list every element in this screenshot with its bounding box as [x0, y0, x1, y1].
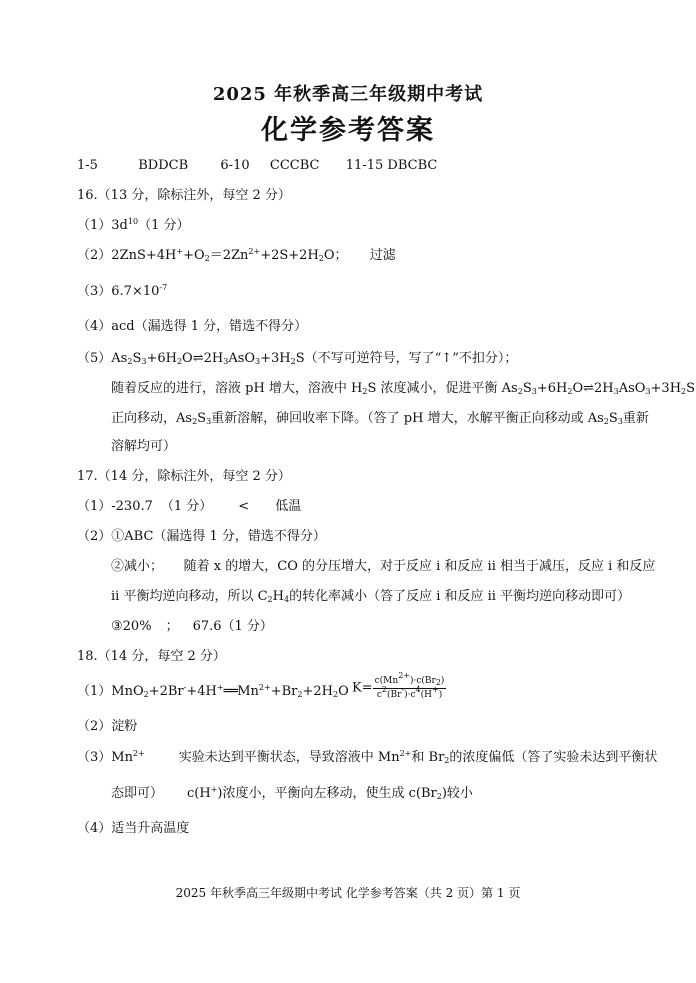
equilibrium-arrow: ⇌	[192, 351, 204, 366]
q16-part4: （4）acd（漏选得 1 分，错选不得分）	[77, 319, 308, 334]
q16-part1: $(1)3d^{10}(1$ 分）	[77, 217, 190, 233]
q16-part5-line1: $(5)As_2S_3+6H_2O\rightleftharpoons 2H_3AsO_3+3H_2S$（不写可逆符号，写了“↑”不扣分）；	[77, 351, 518, 366]
q17-part2-line4: ③20% ； 67.6（1 分）	[111, 619, 273, 634]
q16-part3: $(3)6.7\times 10^{-7}$	[77, 283, 168, 299]
equilibrium-arrow: ⇌	[583, 381, 595, 396]
q18-part2: （2）淀粉	[77, 719, 138, 734]
equilibrium-constant: K= $\frac{c(Mn^{2+})\cdot c(Br_2)}{c^2(Br^-)\cdot c^4(H^+)}$	[352, 671, 445, 700]
q16-part5-line2: 随着反应的进行，溶液 pH 增大，溶液中 $H_2S$ 浓度减小，促进平衡 $As_2S_3+6H_2O\rightleftharpoons 2H_3AsO_3+3H_2S$	[111, 381, 696, 396]
k-numerator: $c(Mn^{2+})\cdot c(Br_2)$	[374, 671, 445, 687]
q18-part3-line2: 态即可） c(H+)浓度小，平衡向左移动，使生成 $c(Br_2)$较小	[111, 785, 473, 801]
q17-part2-line1: （2）①ABC（漏选得 1 分，错选不得分）	[77, 529, 326, 544]
q18-part1-equation: $(1)MnO_2+2Br^-+4H^+══Mn^{2+}+Br_2+2H_2O$	[77, 683, 349, 699]
q18-part4: （4）适当升高温度	[77, 821, 190, 836]
choice-answer-2: CCCBC	[269, 158, 320, 173]
q17-part2-line3: ii 平衡均逆向移动，所以 $C_2H_4$的转化率减小（答了反应 i 和反应 ii 平衡均逆向移动即可）	[111, 589, 631, 604]
choice-range-3: 11-15	[345, 158, 384, 173]
choice-range-1: 1-5	[77, 158, 98, 173]
choice-answers	[77, 157, 437, 175]
choice-range-2: 6-10	[220, 158, 250, 173]
q18-part3-line1: $(3)Mn^{2+}$ 实验未达到平衡状态，导致溶液中 $Mn^{2+}$和 $Br_2$的浓度偏低（答了实验未达到平衡状	[77, 749, 658, 765]
q16-part2-answer: 过滤	[369, 248, 396, 263]
q17-part1: （1）-230.7 （1 分） < 低温	[77, 499, 302, 514]
answer-title: 化学参考答案	[261, 115, 435, 146]
k-denominator: $c^2(Br^-)\cdot c^4(H^+)$	[376, 685, 443, 700]
q18-heading: 18.（14 分，每空 2 分）	[77, 649, 226, 664]
choice-answer-1: BDDCB	[138, 158, 189, 173]
q17-heading: 17.（14 分，除标注外，每空 2 分）	[77, 469, 291, 484]
reaction-equals: ══	[223, 684, 238, 699]
q16-part5-line3: 正向移动，$As_2S_3$重新溶解，砷回收率下降。（答了 pH 增大，水解平衡正向移动或 $As_2S_3$重新	[111, 411, 649, 426]
page-footer: 2025 年秋季高三年级期中考试 化学参考答案（共 2 页）第 1 页	[175, 886, 521, 900]
q16-part2: $(2)2ZnS+4H^++O_2=2Zn^{2+}+2S+2H_2O$； 过滤	[77, 247, 396, 263]
q16-part5-line4: 溶解均可）	[111, 439, 177, 454]
q16-heading: 16.（13 分，除标注外，每空 2 分）	[77, 188, 291, 203]
q17-part2-line2: ②减小； 随着 x 的增大，CO 的分压增大，对于反应 i 和反应 ii 相当于减压，反应 i 和反应	[111, 559, 656, 574]
exam-title: 2025 年秋季高三年级期中考试	[212, 84, 484, 105]
choice-answer-3: DBCBC	[387, 158, 438, 173]
k-fraction	[373, 671, 447, 702]
